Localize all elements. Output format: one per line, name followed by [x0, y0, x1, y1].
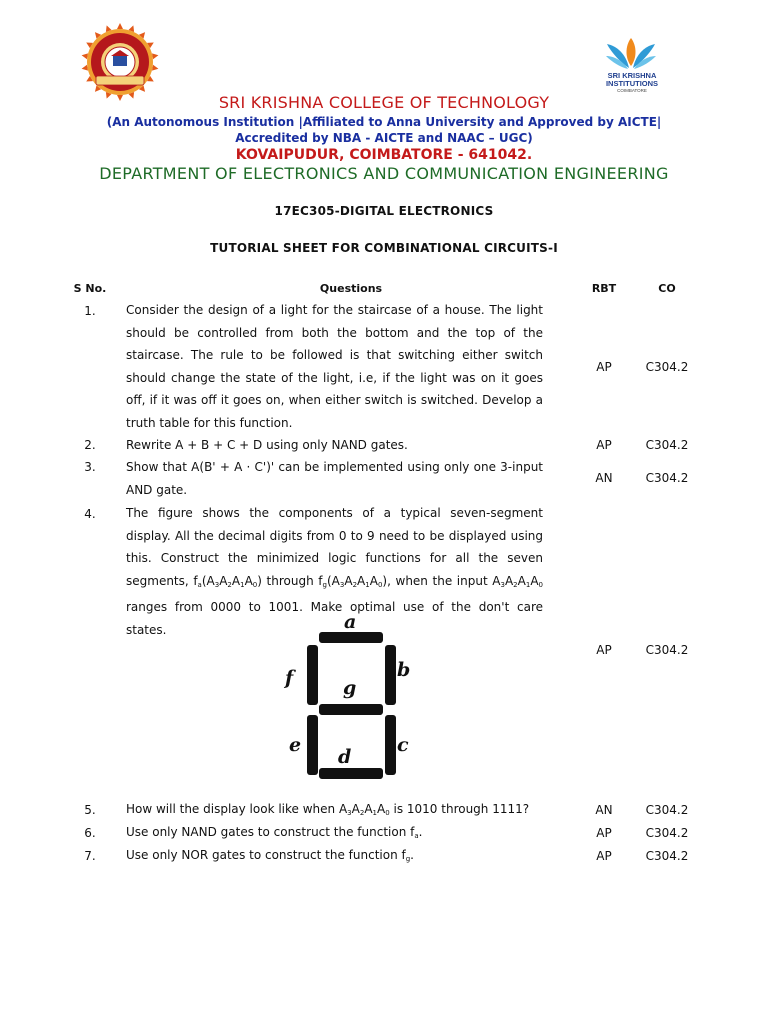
segment-d — [319, 768, 383, 779]
row-5-rbt: AN — [595, 803, 613, 817]
row-2-rbt: AP — [596, 438, 612, 452]
row-5-question: How will the display look like when $A_3A_2A_1A_0$ is 1010 through 1111? — [126, 802, 530, 817]
segment-c — [385, 715, 396, 775]
header-rbt: RBT — [591, 282, 617, 295]
department-name: DEPARTMENT OF ELECTRONICS AND COMMUNICATION ENGINEERING — [99, 164, 669, 183]
label-f: f — [285, 667, 294, 689]
row-5-co: C304.2 — [645, 803, 689, 817]
logo-text-line2: INSTITUTIONS — [605, 79, 659, 88]
label-g: g — [343, 677, 357, 699]
label-b: b — [397, 659, 411, 681]
row-2-question: Rewrite A + B + C + D using only NAND gates. — [126, 438, 408, 452]
row-4-question: The figure shows the components of a typical seven-segment display. All the decimal digits from 0 to 9 need to be displayed using this. Construct the minimized logic functions for all the seven segments, $f_a(A_3A_2A_1A_0)$ through $f_g(A_3A_2A_1A_0)$, when the input $A_3A_2A_1A_0$ ranges from 0000 to 1001. Make optimal use of the don't care states. — [126, 506, 544, 637]
row-3-co: C304.2 — [645, 471, 689, 485]
segment-g — [319, 704, 383, 715]
header-co: CO — [658, 282, 676, 295]
row-1-co: C304.2 — [645, 360, 689, 374]
row-7-co: C304.2 — [645, 849, 689, 863]
row-4-rbt: AP — [596, 643, 612, 657]
row-5-sno: 5. — [84, 803, 96, 817]
logo-text-line3: COIMBATORE — [617, 88, 647, 93]
course-title: 17EC305-DIGITAL ELECTRONICS — [274, 204, 494, 218]
college-seal-logo — [80, 22, 160, 102]
segment-e — [307, 715, 318, 775]
row-6-rbt: AP — [596, 826, 612, 840]
segment-f — [307, 645, 318, 705]
college-name: SRI KRISHNA COLLEGE OF TECHNOLOGY — [218, 93, 550, 112]
row-2-co: C304.2 — [645, 438, 689, 452]
header-questions: Questions — [319, 282, 383, 295]
row-1-sno: 1. — [84, 304, 96, 318]
row-6-sno: 6. — [84, 826, 96, 840]
row-3-question: Show that A(B' + A · C')' can be implemented using only one 3-input AND gate. — [126, 460, 543, 497]
institutions-logo-text — [592, 72, 672, 94]
row-1-question: Consider the design of a light for the staircase of a house. The light should be controlled from both the bottom and the top of the staircase. The rule to be followed is that switching either switch should change the state of the light, i.e, if the light was on it goes off, if it was off it goes on, when either switch is switched. Develop a truth table for this function. — [126, 303, 543, 430]
label-e: e — [289, 734, 302, 756]
row-3-sno: 3. — [84, 460, 96, 474]
logo-text-line1: SRI KRISHNA — [607, 71, 657, 80]
row-7-sno: 7. — [84, 849, 96, 863]
row-3-rbt: AN — [595, 471, 613, 485]
row-7-rbt: AP — [596, 849, 612, 863]
segment-b — [385, 645, 396, 705]
row-4-sno: 4. — [84, 507, 96, 521]
row-7-question: Use only NOR gates to construct the function $f_g$. — [126, 848, 414, 863]
seven-segment-figure — [268, 606, 428, 791]
label-d: d — [338, 746, 352, 768]
row-6-co: C304.2 — [645, 826, 689, 840]
row-4-co: C304.2 — [645, 643, 689, 657]
college-address: KOVAIPUDUR, COIMBATORE - 641042. — [235, 147, 533, 163]
affiliation-line: (An Autonomous Institution |Affiliated to Anna University and Approved by AICTE| — [106, 115, 662, 129]
accreditation-line: Accredited by NBA - AICTE and NAAC – UGC) — [235, 131, 533, 145]
row-6-question: Use only NAND gates to construct the function $f_a$. — [126, 825, 423, 840]
label-a: a — [344, 611, 357, 633]
tutorial-sheet-title: TUTORIAL SHEET FOR COMBINATIONAL CIRCUITS-I — [210, 241, 558, 255]
label-c: c — [397, 734, 409, 756]
header-sno: S No. — [73, 282, 107, 295]
row-2-sno: 2. — [84, 438, 96, 452]
row-1-rbt: AP — [596, 360, 612, 374]
segment-a — [319, 632, 383, 643]
